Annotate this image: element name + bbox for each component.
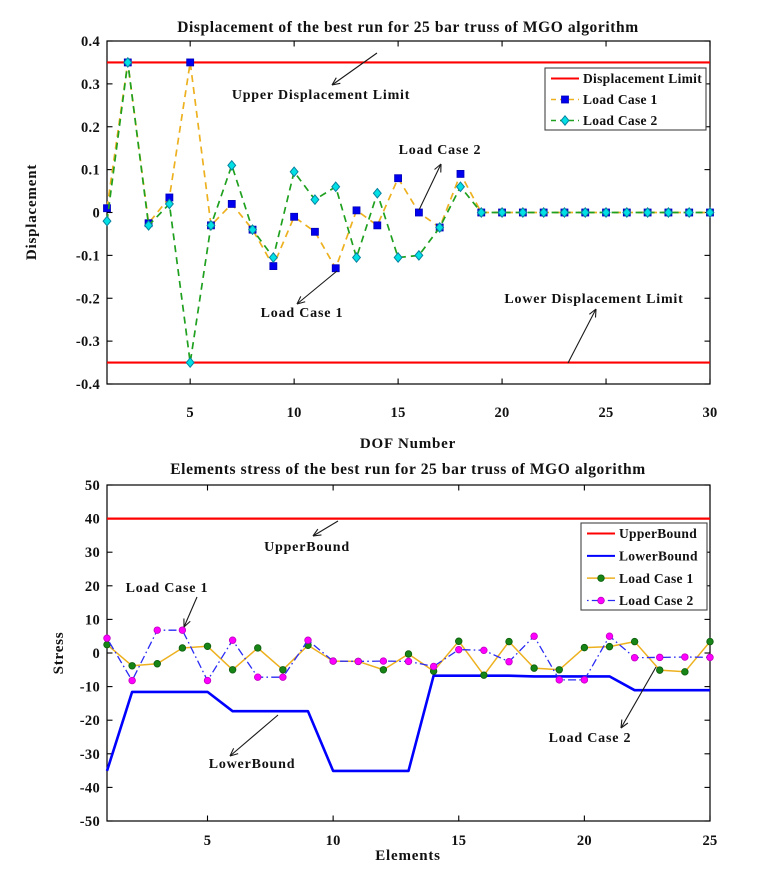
top-marker-load-case-2: [353, 253, 361, 262]
top-x-tick-label: 5: [186, 405, 194, 421]
top-marker-load-case-1: [374, 222, 381, 229]
bottom-marker-load-case-1: [531, 665, 538, 672]
bottom-y-tick-label: -20: [79, 713, 100, 730]
bottom-marker-load-case-2: [682, 654, 689, 661]
bottom-marker-load-case-2: [254, 674, 261, 681]
top-marker-load-case-2: [457, 182, 465, 191]
top-y-tick-label: 0.3: [80, 76, 100, 93]
bottom-x-tick-label: 15: [451, 833, 467, 849]
bottom-y-tick-label: -40: [79, 780, 100, 797]
top-legend-label-load-case-1: Load Case 1: [583, 92, 658, 108]
bottom-x-tick-label: 5: [203, 833, 212, 849]
bottom-y-tick-label: 50: [84, 478, 100, 494]
bottom-marker-load-case-2: [154, 627, 161, 634]
bottom-marker-load-case-2: [581, 677, 588, 684]
bottom-marker-load-case-2: [656, 654, 663, 661]
top-annotation-arrow: [568, 309, 596, 363]
top-y-tick-label: -0.2: [75, 291, 100, 308]
bottom-annotation-text: Load Case 2: [548, 731, 632, 746]
top-marker-load-case-2: [228, 161, 236, 170]
bottom-marker-load-case-1: [280, 667, 287, 674]
top-marker-load-case-1: [353, 207, 360, 214]
top-y-tick-label: -0.3: [75, 334, 100, 351]
bottom-marker-load-case-2: [531, 633, 538, 640]
top-annotation-arrow: [419, 164, 441, 210]
bottom-marker-load-case-2: [129, 677, 136, 684]
bottom-marker-load-case-1: [254, 645, 261, 652]
top-marker-load-case-2: [269, 253, 277, 262]
top-annotation-text: Upper Displacement Limit: [231, 88, 411, 103]
bottom-marker-load-case-2: [606, 633, 613, 640]
bottom-y-tick-label: 10: [84, 612, 100, 629]
bottom-marker-load-case-1: [204, 643, 211, 650]
bottom-marker-load-case-2: [380, 658, 387, 665]
bottom-marker-load-case-2: [204, 677, 211, 684]
bottom-marker-load-case-2: [631, 654, 638, 661]
bottom-marker-load-case-1: [129, 662, 136, 669]
bottom-marker-load-case-1: [631, 638, 638, 645]
top-marker-load-case-1: [311, 228, 318, 235]
bottom-marker-load-case-1: [506, 638, 513, 645]
bottom-marker-load-case-2: [481, 647, 488, 654]
bottom-chart-title: Elements stress of the best run for 25 bar truss of MGO algorithm: [170, 461, 646, 478]
bottom-marker-load-case-2: [179, 627, 186, 634]
bottom-legend-marker-load-case-2: [598, 597, 605, 604]
bottom-marker-load-case-2: [430, 663, 437, 670]
bottom-annotation-text: LowerBound: [208, 757, 296, 772]
top-y-tick-label: 0.2: [80, 119, 100, 136]
top-marker-load-case-2: [290, 167, 298, 176]
bottom-legend-label-load-case-1: Load Case 1: [619, 570, 694, 586]
bottom-annotation-text: UpperBound: [264, 540, 350, 555]
top-marker-load-case-2: [332, 182, 340, 191]
top-marker-load-case-1: [395, 175, 402, 182]
bottom-legend-label-upperbound: UpperBound: [619, 526, 698, 542]
bottom-y-tick-label: 0: [92, 646, 100, 662]
top-marker-load-case-1: [415, 209, 422, 216]
bottom-marker-load-case-2: [280, 674, 287, 681]
bottom-marker-load-case-1: [556, 667, 563, 674]
top-legend-label-displacement-limit: Displacement Limit: [583, 71, 703, 87]
bottom-marker-load-case-2: [405, 658, 412, 665]
bottom-y-tick-label: 30: [84, 545, 100, 562]
bottom-marker-load-case-1: [229, 667, 236, 674]
bottom-y-tick-label: -30: [79, 746, 100, 763]
top-marker-load-case-1: [187, 59, 194, 66]
top-x-tick-label: 30: [702, 405, 718, 421]
top-marker-load-case-1: [332, 265, 339, 272]
top-chart-title: Displacement of the best run for 25 bar truss of MGO algorithm: [177, 19, 639, 36]
bottom-marker-load-case-1: [682, 669, 689, 676]
bottom-marker-load-case-1: [380, 667, 387, 674]
top-annotation-arrow: [332, 53, 377, 85]
top-annotation-arrow: [297, 271, 337, 304]
bottom-annotation-arrow: [184, 597, 197, 627]
bottom-y-tick-label: 20: [84, 578, 100, 595]
top-marker-load-case-1: [270, 263, 277, 270]
bottom-marker-load-case-2: [104, 635, 111, 642]
bottom-marker-load-case-1: [606, 643, 613, 650]
bottom-marker-load-case-1: [481, 672, 488, 679]
bottom-marker-load-case-1: [405, 651, 412, 658]
bottom-y-tick-label: 40: [84, 511, 100, 528]
bottom-marker-load-case-1: [656, 667, 663, 674]
top-x-tick-label: 10: [286, 405, 302, 421]
top-y-tick-label: 0: [92, 205, 100, 222]
bottom-marker-load-case-2: [556, 677, 563, 684]
top-y-tick-label: -0.1: [75, 248, 100, 265]
bottom-y-tick-label: -50: [79, 814, 100, 830]
bottom-marker-load-case-2: [506, 658, 513, 665]
top-chart-ylabel: Displacement: [24, 163, 40, 261]
bottom-annotation-arrow: [313, 521, 338, 536]
bottom-chart-ylabel: Stress: [51, 631, 67, 675]
top-marker-load-case-2: [373, 189, 381, 198]
top-marker-load-case-1: [228, 200, 235, 207]
bottom-x-tick-label: 25: [702, 833, 718, 849]
bottom-marker-load-case-1: [154, 660, 161, 667]
bottom-marker-load-case-2: [305, 637, 312, 644]
top-x-tick-label: 25: [598, 405, 614, 421]
top-annotation-text: Lower Displacement Limit: [504, 292, 684, 307]
bottom-y-tick-label: -10: [79, 679, 100, 696]
top-marker-load-case-2: [103, 216, 111, 225]
bottom-annotation-arrow: [621, 667, 656, 728]
top-annotation-text: Load Case 1: [260, 306, 344, 321]
top-y-tick-label: 0.1: [80, 162, 100, 179]
bottom-marker-load-case-1: [581, 644, 588, 651]
bottom-legend-marker-load-case-1: [598, 575, 605, 582]
bottom-marker-load-case-1: [179, 645, 186, 652]
top-marker-load-case-1: [457, 170, 464, 177]
top-marker-load-case-2: [394, 253, 402, 262]
bottom-marker-load-case-2: [455, 646, 462, 653]
top-y-tick-label: 0.4: [80, 34, 100, 50]
top-x-tick-label: 20: [494, 405, 510, 421]
top-chart-xlabel: DOF Number: [359, 436, 457, 452]
top-y-tick-label: -0.4: [75, 377, 100, 393]
bottom-legend-label-load-case-2: Load Case 2: [619, 593, 694, 609]
top-legend-marker-load-case-1: [562, 96, 569, 103]
bottom-x-tick-label: 20: [576, 833, 592, 849]
bottom-marker-load-case-1: [104, 641, 111, 648]
bottom-marker-load-case-1: [707, 638, 714, 645]
top-marker-load-case-2: [186, 358, 194, 367]
bottom-marker-load-case-2: [355, 658, 362, 665]
top-x-tick-label: 15: [390, 405, 406, 421]
bottom-legend-label-lowerbound: LowerBound: [619, 548, 698, 564]
top-annotation-text: Load Case 2: [398, 143, 482, 158]
bottom-marker-load-case-1: [455, 638, 462, 645]
bottom-x-tick-label: 10: [325, 833, 341, 849]
bottom-marker-load-case-2: [707, 654, 714, 661]
top-marker-load-case-1: [291, 213, 298, 220]
bottom-annotation-arrow: [230, 715, 278, 756]
bottom-marker-load-case-2: [229, 637, 236, 644]
bottom-chart-xlabel: Elements: [375, 848, 441, 864]
bottom-series-line-lowerbound: [107, 676, 710, 771]
top-legend-label-load-case-2: Load Case 2: [583, 113, 658, 129]
bottom-annotation-text: Load Case 1: [125, 581, 209, 596]
bottom-marker-load-case-2: [330, 658, 337, 665]
